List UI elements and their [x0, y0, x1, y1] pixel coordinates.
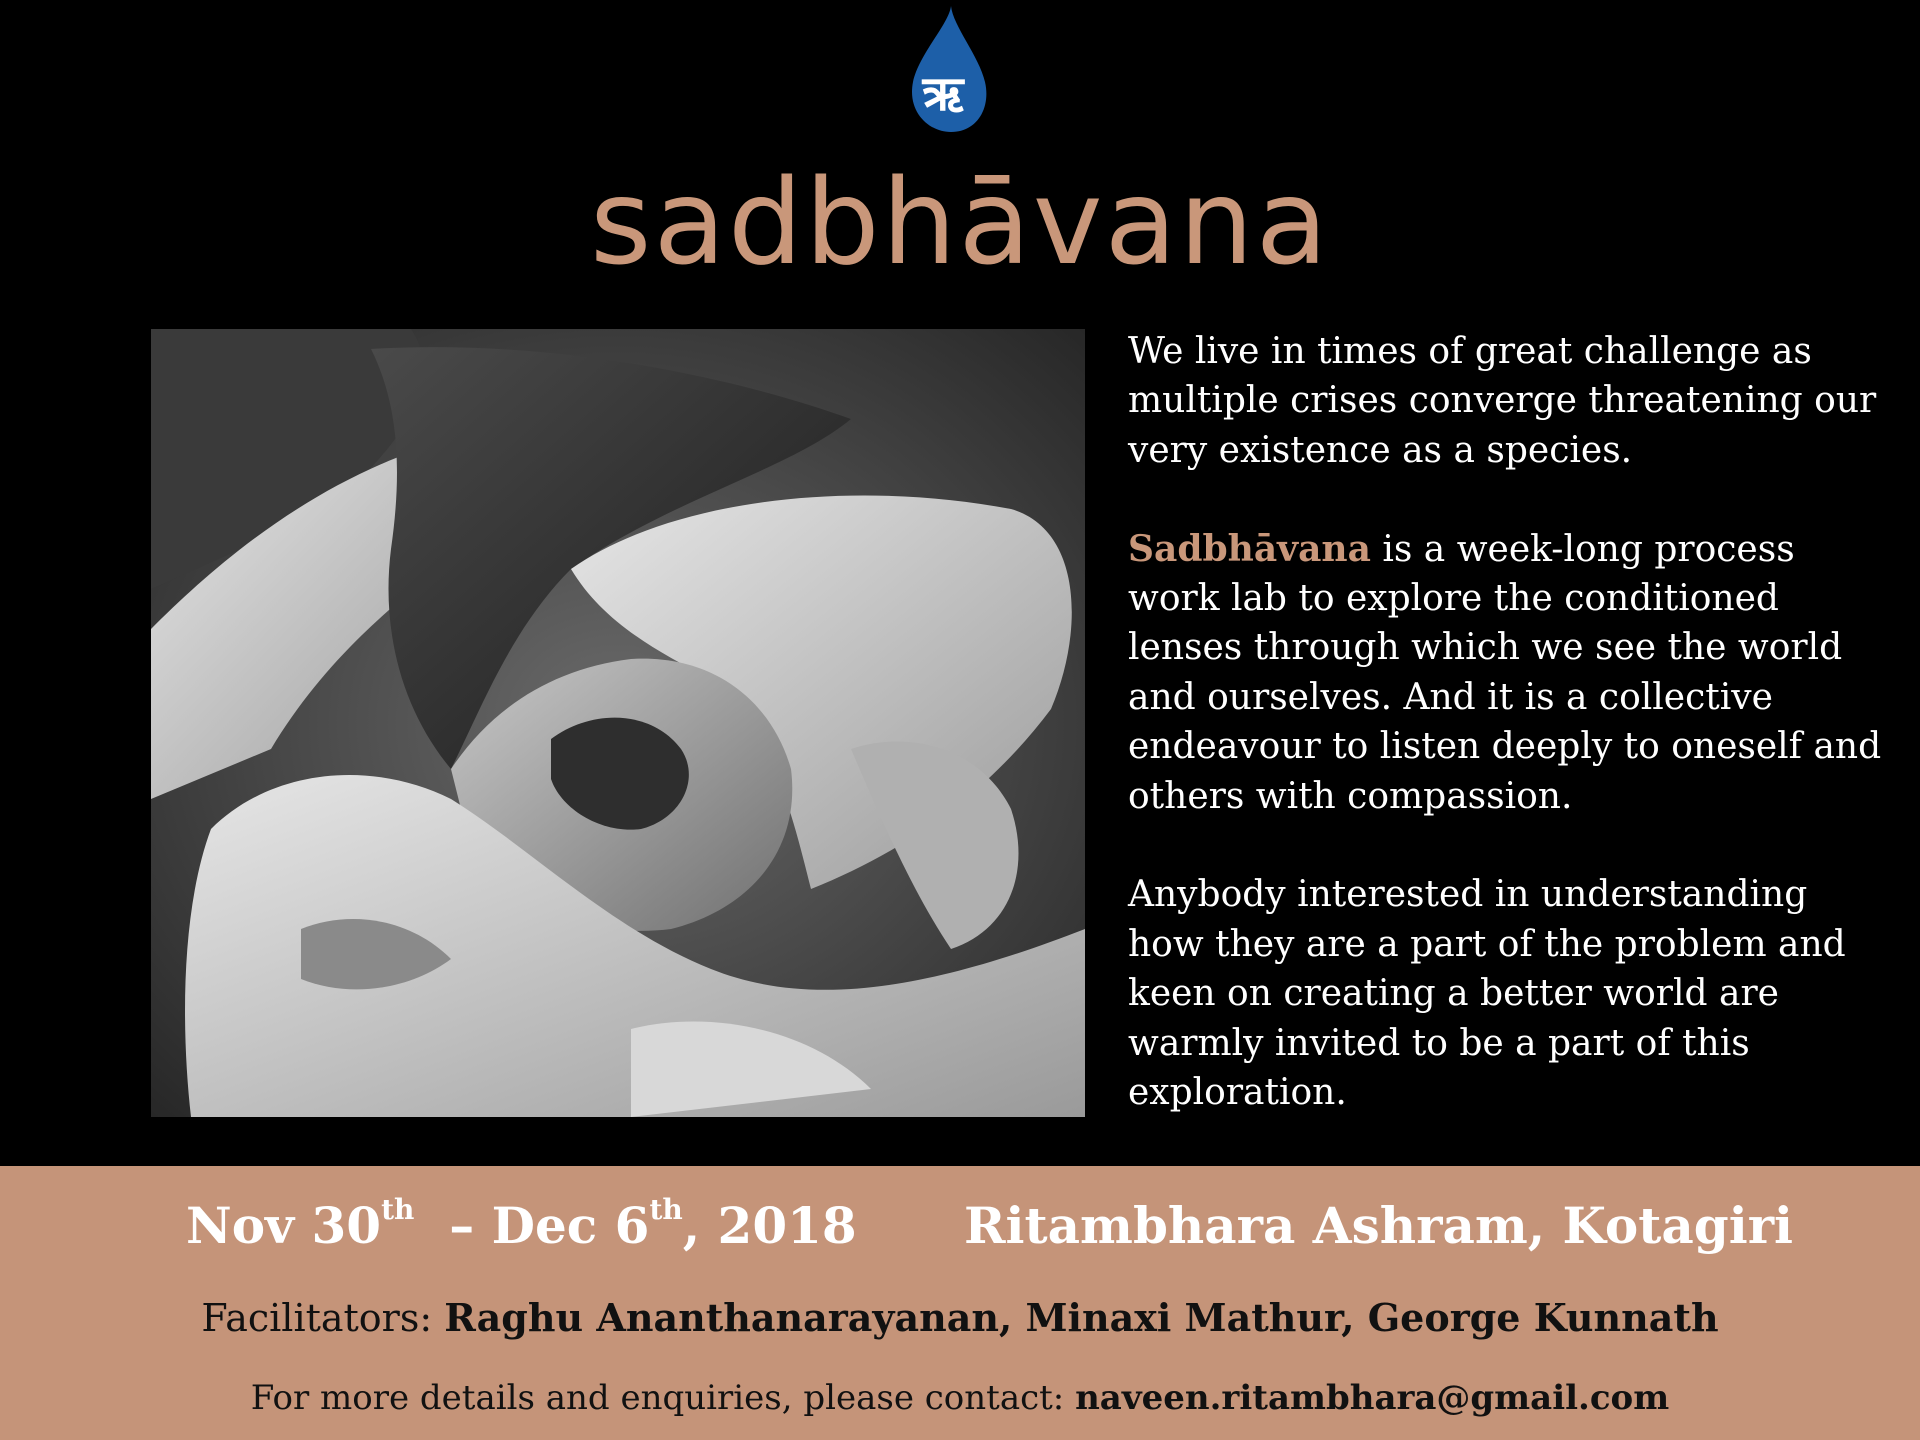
intro-paragraph: We live in times of great challenge as multiple crises converge threatening our very existence as a species. [1128, 331, 1877, 471]
facilitators-label: Facilitators: [201, 1296, 445, 1340]
contact-label: For more details and enquiries, please contact: [250, 1378, 1076, 1418]
date-year: , 2018 [682, 1196, 857, 1255]
event-venue: Ritambhara Ashram, Kotagiri [964, 1196, 1794, 1255]
date-start: Nov 30 [186, 1196, 382, 1255]
clasped-hands-photo-icon [151, 329, 1085, 1117]
date-end: – Dec 6 [414, 1196, 650, 1255]
facilitators-line [0, 1292, 1920, 1344]
description-text [1128, 327, 1888, 1167]
date-end-suffix: th [649, 1193, 683, 1226]
facilitators-names: Raghu Ananthanarayanan, Minaxi Mathur, George Kunnath [444, 1295, 1719, 1340]
event-dates [186, 1190, 857, 1262]
date-start-suffix: th [381, 1193, 415, 1226]
event-title: sadbhāvana [590, 153, 1330, 291]
contact-line [0, 1373, 1920, 1423]
invitation-paragraph: Anybody interested in understanding how they are a part of the problem and keen on creating a better world are warmly invited to be a part of this exploration. [1128, 874, 1846, 1114]
logo-glyph: ऋ [922, 66, 964, 122]
water-drop-logo-icon [899, 4, 991, 134]
highlight-name: Sadbhāvana [1128, 527, 1371, 570]
about-text: is a week-long process work lab to explore the conditioned lenses through which we see the world and ourselves. And it is a collective endeavour to listen deeply to oneself and others with compassion. [1128, 528, 1882, 817]
contact-email[interactable]: naveen.ritambhara@gmail.com [1075, 1378, 1670, 1418]
about-paragraph [1128, 525, 1888, 821]
